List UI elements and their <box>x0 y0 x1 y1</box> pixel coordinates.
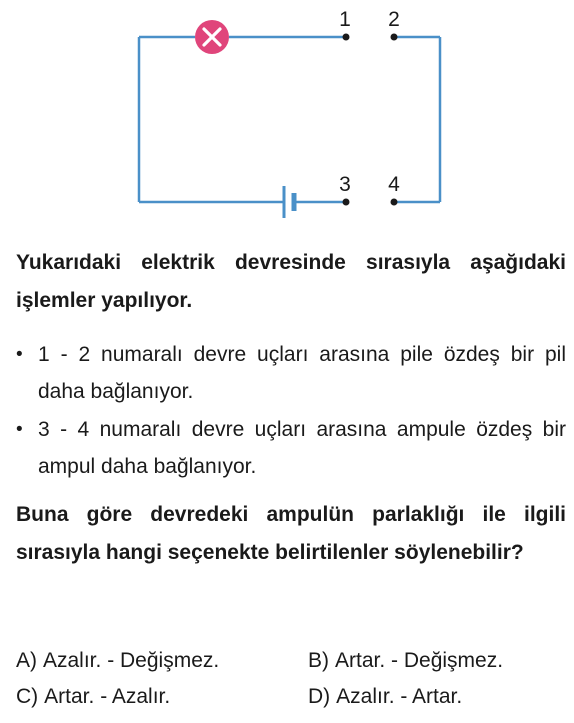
bullet-icon: • <box>16 344 23 365</box>
option-text: Azalır. - Artar. <box>336 685 463 708</box>
bullet-icon: • <box>16 419 23 440</box>
option-a[interactable] <box>16 646 219 676</box>
option-text: Azalır. - Değişmez. <box>43 649 220 672</box>
circuit-diagram <box>0 0 574 230</box>
option-letter: B) <box>308 649 329 672</box>
option-letter: C) <box>16 685 39 708</box>
terminal-3-dot <box>343 199 350 206</box>
option-d[interactable] <box>308 682 462 712</box>
option-b[interactable] <box>308 646 503 676</box>
step-item <box>16 336 566 410</box>
step-item <box>16 411 566 485</box>
terminal-1-label: 1 <box>339 8 351 31</box>
terminal-4-label: 4 <box>388 173 400 196</box>
step-text: 1 - 2 numaralı devre uçları arasına pile özdeş bir pil daha bağlanıyor. <box>38 343 566 403</box>
terminal-3-label: 3 <box>339 173 351 196</box>
terminal-2-dot <box>391 34 398 41</box>
terminal-4-dot <box>391 199 398 206</box>
option-text: Artar. - Azalır. <box>44 685 171 708</box>
lamp-icon <box>195 20 229 54</box>
option-c[interactable] <box>16 682 170 712</box>
option-text: Artar. - Değişmez. <box>335 649 504 672</box>
battery-icon <box>284 186 294 218</box>
steps-list <box>16 336 566 486</box>
terminal-2-label: 2 <box>388 8 400 31</box>
question-text: Buna göre devredeki ampulün parlaklığı ile ilgili sırasıyla hangi seçenekte belirtilenler söylenebilir? <box>16 503 566 564</box>
terminal-1-dot <box>343 34 350 41</box>
option-letter: A) <box>16 649 37 672</box>
step-text: 3 - 4 numaralı devre uçları arasına ampule özdeş bir ampul daha bağlanıyor. <box>38 418 566 478</box>
intro-text: Yukarıdaki elektrik devresinde sırasıyla aşağıdaki işlemler yapılıyor. <box>16 251 566 312</box>
option-letter: D) <box>308 685 331 708</box>
